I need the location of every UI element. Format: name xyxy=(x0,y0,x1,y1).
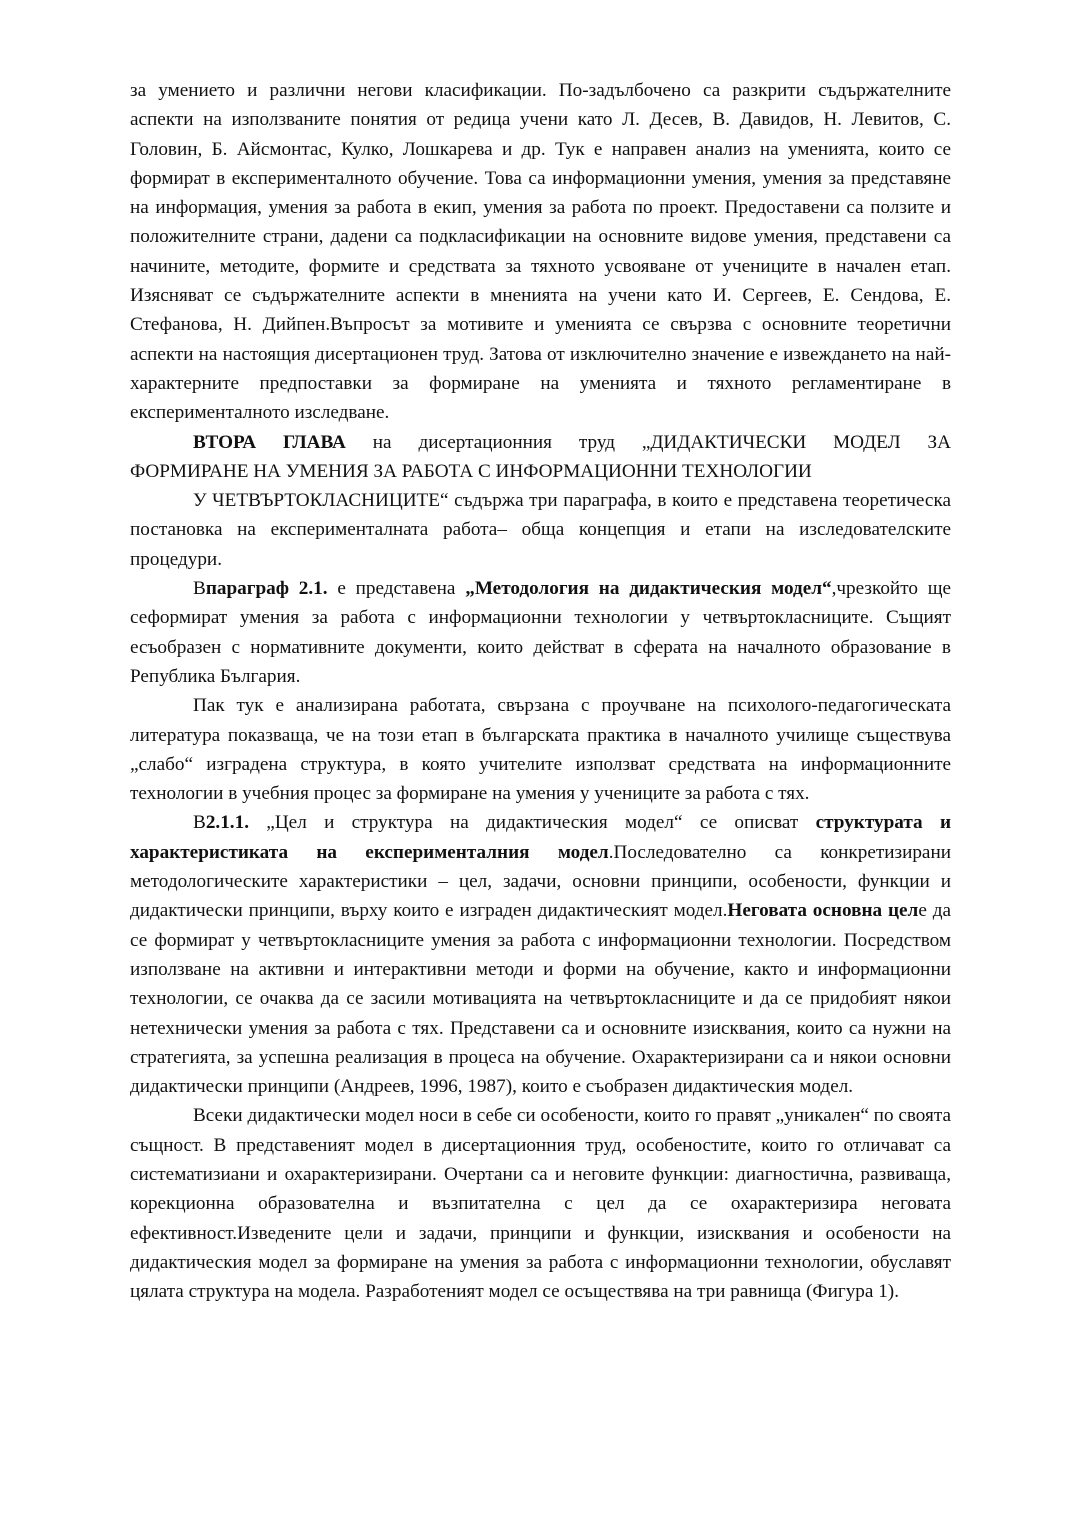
section-2-1-text-a: е представена xyxy=(327,578,466,600)
section-2-1-title: „Методология на дидактическия модел“ xyxy=(465,578,832,600)
section-2-1-label: параграф 2.1. xyxy=(205,578,328,600)
document-page xyxy=(130,76,951,1306)
section-2-1-1-text-c: е да се формират у четвъртокласниците умения за работа с информационни технологии. Посредством използване на активни и интерактивни методи и форми на обучение, както и информационни технологии, се очаква да се засили мотивацията на четвъртокласниците и да се придобият някои нетехнически умения за работа с тях. Представени са и основните изисквания, които са нужни на стратегията, за успешна реализация в процеса на обучение. Охарактеризирани са и някои основни дидактически принципи (Андреев, 1996, 1987), които е съобразен дидактическия модел. xyxy=(130,900,952,1098)
section-2-1-text-b: ,чрезкойто ще сеформират умения за работа с информационни технологии у четвъртокласниците. Същият есъобразен с нормативните документи, които действат в сферата на началното образование в Република България. xyxy=(130,578,951,687)
paragraph-chapter-two-contents: У ЧЕТВЪРТОКЛАСНИЦИТЕ“ съдържа три параграфа, в които е представена теоретическа постановка на експерименталната работа– обща концепция и етапи на изследователските процедури. xyxy=(130,490,951,570)
chapter-two-title-part1: на дисертационния труд „ДИДАКТИЧЕСКИ МОДЕЛ ЗА xyxy=(345,431,951,453)
section-2-1-prefix: В xyxy=(193,578,206,600)
paragraph-section-2-1-1 xyxy=(130,808,951,1101)
chapter-two-heading-line1 xyxy=(130,428,951,457)
section-2-1-1-text-a: „Цел и структура на дидактическия модел“ се описват xyxy=(248,812,816,834)
chapter-two-heading-line2: ФОРМИРАНЕ НА УМЕНИЯ ЗА РАБОТА С ИНФОРМАЦИОННИ ТЕХНОЛОГИИ xyxy=(130,460,812,482)
paragraph-model-features: Всеки дидактически модел носи в себе си особености, които го правят „уникален“ по своята същност. В представеният модел в дисертационния труд, особеностите, които го отличават са систематизиани и охарактеризирани. Очертани са и неговите функции: диагностична, развиваща, корекционна образователна и възпитателна с цел да се охарактеризира неговата ефективност.Изведените цели и задачи, принципи и функции, изисквания и особености на дидактическия модел за формиране на умения за работа с информационни технологии, обуславят цялата структура на модела. Разработеният модел се осъществява на три равнища (Фигура 1). xyxy=(130,1105,951,1303)
section-2-1-1-label: 2.1.1. xyxy=(205,812,249,834)
paragraph-literature-analysis: Пак тук е анализирана работата, свързана с проучване на психолого-педагогическата литература показваща, че на този етап в българската практика в началното училище съществува „слабо“ изградена структура, в която учителите използват средствата на информационните технологии в учебния процес за формиране на умения у учениците за работа с тях. xyxy=(130,695,951,805)
section-2-1-1-text-b: .Последователно са конкретизирани методологическите характеристики – цел, задачи, основни принципи, особености, функции и дидактически принципи, върху които е изграден дидактическият модел. xyxy=(130,841,951,922)
section-2-1-1-structure: структурата и характеристиката на експерименталния модел xyxy=(130,812,951,863)
section-2-1-1-prefix: В xyxy=(193,812,206,834)
section-2-1-1-main-goal: Неговата основна цел xyxy=(727,900,919,922)
paragraph-skills-classification: за умението и различни негови класификации. По-задълбочено са разкрити съдържателните аспекти на използваните понятия от редица учени като Л. Десев, В. Давидов, Н. Левитов, С. Головин, Б. Айсмонтас, Кулко, Лошкарева и др. Тук е направен анализ на уменията, които се формират в експерименталното обучение. Това са информационни умения, умения за представяне на информация, умения за работа в екип, умения за работа по проект. Предоставени са ползите и положителните страни, дадени са подкласификации на основните видове умения, представени са начините, методите, формите и средствата за тяхното усвояване от учениците в начален етап. Изясняват се съдържателните аспекти в мненията на учени като И. Сергеев, Е. Сендова, Е. Стефанова, Н. Дийпен.Въпросът за мотивите и уменията се свързва с основните теоретични аспекти на настоящия дисертационен труд. Затова от изключително значение е извеждането на най-характерните предпоставки за формиране на уменията и тяхното регламентиране в експерименталното изследване. xyxy=(130,80,951,424)
chapter-two-label: ВТОРА ГЛАВА xyxy=(193,431,346,453)
paragraph-section-2-1 xyxy=(130,574,951,691)
